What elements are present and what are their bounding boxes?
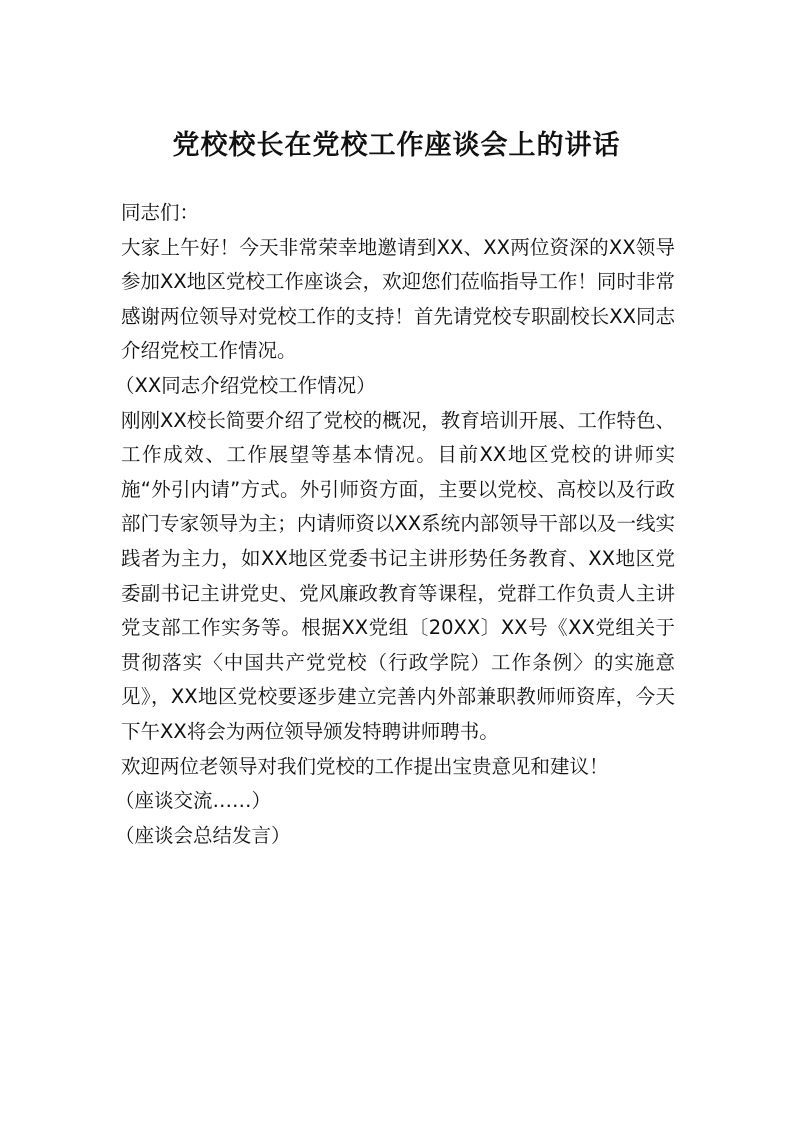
stage-note-summary: （座谈会总结发言） [115, 823, 291, 847]
welcome-paragraph: 欢迎两位老领导对我们党校的工作提出宝贵意见和建议！ [121, 754, 609, 778]
opening-paragraph: 大家上午好！今天非常荣幸地邀请到XX、XX两位资深的XX领导参加XX地区党校工作座谈会，欢迎您们莅临指导工作！同时非常感谢两位领导对党校工作的支持！首先请党校专职副校长XX同志介绍党校工作情况。 [121, 235, 675, 363]
document-title: 党校校长在党校工作座谈会上的讲话 [172, 130, 621, 161]
main-paragraph: 刚刚XX校长简要介绍了党校的概况，教育培训开展、工作特色、工作成效、工作展望等基本情况。目前XX地区党校的讲师实施“外引内请”方式。外引师资方面，主要以党校、高校以及行政部门专家领导为主；内请师资以XX系统内部领导干部以及一线实践者为主力，如XX地区党委书记主讲形势任务教育、XX地区党委副书记主讲党史、党风廉政教育等课程，党群工作负责人主讲党支部工作实务等。根据XX党组〔20XX〕XX号《XX党组关于贯彻落实〈中国共产党党校（行政学院）工作条例〉的实施意见》，XX地区党校要逐步建立完善内外部兼职教师师资库，今天下午XX将会为两位领导颁发特聘讲师聘书。 [121, 408, 675, 743]
salutation: 同志们： [121, 201, 200, 224]
stage-note-introduction: （XX同志介绍党校工作情况） [115, 373, 376, 397]
document-body [115, 196, 675, 853]
stage-note-discussion: （座谈交流……） [115, 789, 272, 813]
